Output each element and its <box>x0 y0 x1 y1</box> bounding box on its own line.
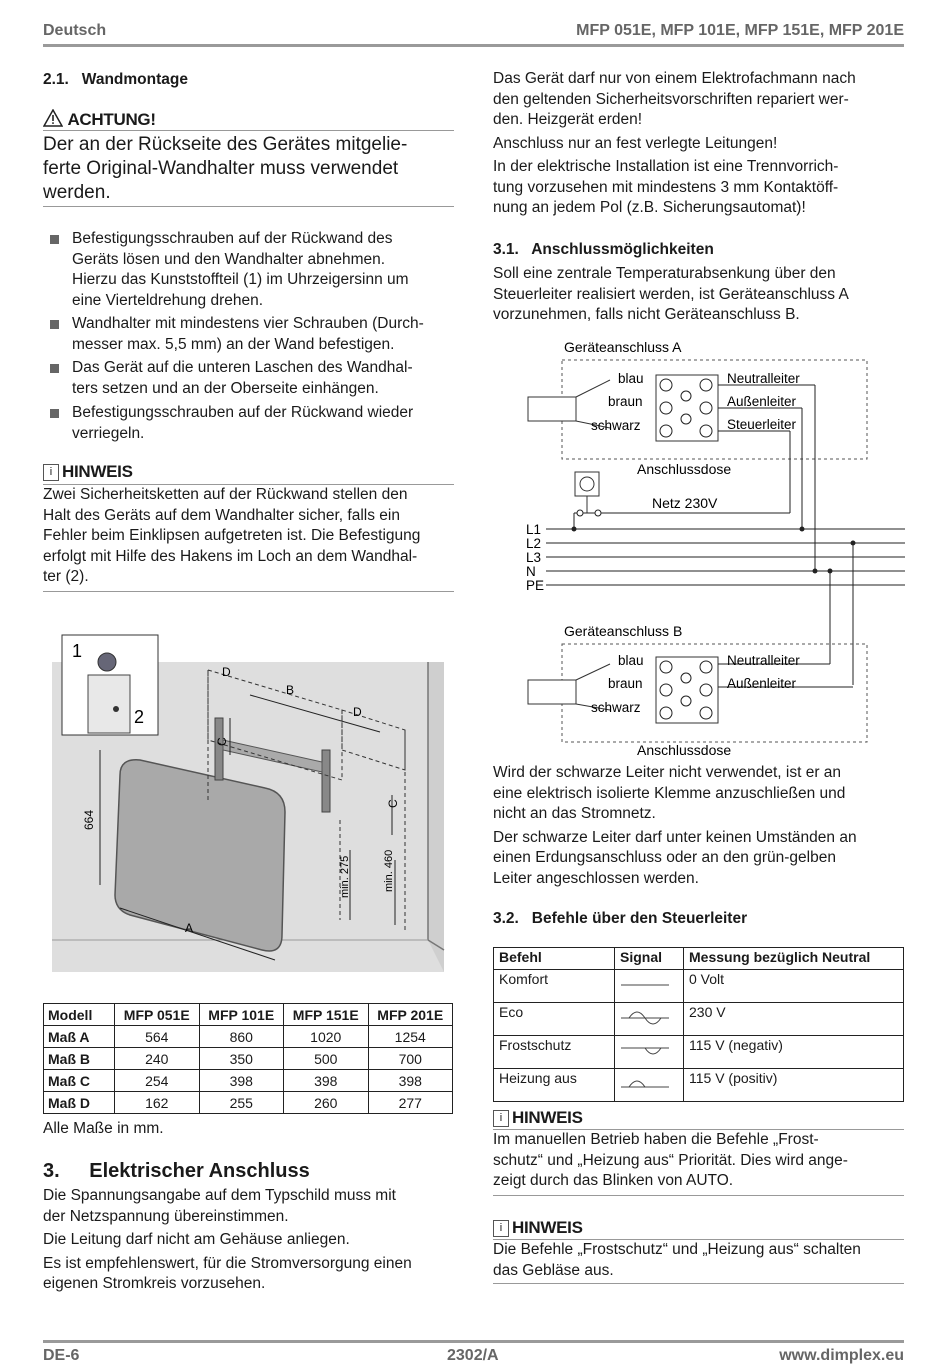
dim-label: min. 460 <box>383 849 395 892</box>
section-3-1-text <box>493 264 913 326</box>
signal-sine-icon <box>617 1005 673 1029</box>
header-language: Deutsch <box>43 22 107 39</box>
table-row <box>494 1003 904 1036</box>
paragraph-line: nicht an das Stromnetz. <box>493 805 656 822</box>
section-3-heading <box>43 1160 310 1183</box>
paragraph-line: Anschluss nur an fest verlegte Leitungen! <box>493 134 778 152</box>
table-cell: 277 <box>368 1092 453 1114</box>
table-row <box>44 1026 453 1048</box>
warning-label: ACHTUNG! <box>67 110 156 129</box>
bullet-line: Befestigungsschrauben auf der Rückwand wieder <box>72 404 414 421</box>
conductor-label: Neutralleiter <box>727 653 800 668</box>
conductor-label: Neutralleiter <box>727 371 800 386</box>
footer-revision: 2302/A <box>447 1347 499 1364</box>
net-label: Netz 230V <box>652 495 718 511</box>
wiring-diagram <box>520 335 905 765</box>
hinweis-text <box>493 1130 913 1192</box>
paragraph-line: Es ist empfehlenswert, für die Stromversorgung einen <box>43 1254 412 1272</box>
bullet-line: eine Vierteldrehung drehen. <box>72 291 264 309</box>
hinweis-line: schutz“ und „Heizung aus“ Priorität. Dies wird ange- <box>493 1151 848 1169</box>
hinweis-line: ter (2). <box>43 568 89 585</box>
info-icon: i <box>493 1220 509 1237</box>
hinweis-label: HINWEIS <box>512 1108 583 1127</box>
measurement-cell: 115 V (positiv) <box>684 1069 904 1102</box>
callout-1: 1 <box>72 641 83 661</box>
row-label: Maß B <box>44 1048 115 1070</box>
header-cell: MFP 151E <box>284 1004 369 1026</box>
header-cell: Signal <box>615 948 684 970</box>
row-label: Maß C <box>44 1070 115 1092</box>
warning-line: Der an der Rückseite des Gerätes mitgelie- <box>43 134 408 155</box>
warning-top-rule <box>43 130 454 131</box>
wiring-notes <box>493 763 913 889</box>
section-number: 3. <box>43 1160 60 1182</box>
warning-line: werden. <box>43 182 111 203</box>
hinweis-line: erfolgt mit Hilfe des Hakens im Loch an dem Wandhal- <box>43 547 418 565</box>
signal-cell <box>615 970 684 1003</box>
dim-label: D <box>222 665 231 679</box>
hinweis-line: Im manuellen Betrieb haben die Befehle „Frost- <box>493 1131 819 1148</box>
command-table-header <box>494 948 904 970</box>
hinweis-label: HINWEIS <box>512 1218 583 1237</box>
terminal-block-a <box>656 375 718 441</box>
command-cell: Frostschutz <box>494 1036 615 1069</box>
line-label: L2 <box>526 536 542 551</box>
warning-heading <box>43 109 156 130</box>
table-cell: 398 <box>368 1070 453 1092</box>
conductor-label: Außenleiter <box>727 394 797 409</box>
header-cell: Befehl <box>494 948 615 970</box>
signal-negative-halfwave-icon <box>617 1038 673 1062</box>
header-cell: MFP 051E <box>115 1004 200 1026</box>
table-cell: 398 <box>284 1070 369 1092</box>
dimension-note: Alle Maße in mm. <box>43 1120 164 1137</box>
wire-label: schwarz <box>591 418 641 433</box>
bullet-line: Befestigungsschrauben auf der Rückwand des <box>72 230 393 247</box>
paragraph-line: eine elektrisch isolierte Klemme anzuschließen und <box>493 784 846 802</box>
header-models: MFP 051E, MFP 101E, MFP 151E, MFP 201E <box>576 22 904 39</box>
measurement-cell: 0 Volt <box>684 970 904 1003</box>
paragraph-line: Die Spannungsangabe auf dem Typschild muss mit <box>43 1187 396 1204</box>
table-cell: 398 <box>199 1070 284 1092</box>
conductor-label: Steuerleiter <box>727 417 797 432</box>
signal-flat-icon <box>617 972 673 996</box>
hinweis-line: Halt des Geräts auf dem Wandhalter sicher, falls ein <box>43 506 400 524</box>
bullet-line: Wandhalter mit mindestens vier Schrauben (Durch- <box>72 315 424 332</box>
table-cell: 564 <box>115 1026 200 1048</box>
hinweis-text <box>43 485 463 588</box>
table-row <box>44 1092 453 1114</box>
paragraph-line: Steuerleiter realisiert werden, ist Geräteanschluss A <box>493 285 849 303</box>
dim-label: D <box>353 705 362 719</box>
hinweis-heading <box>493 1108 583 1128</box>
table-cell: 254 <box>115 1070 200 1092</box>
paragraph-line: den. Heizgerät erden! <box>493 111 643 128</box>
hinweis-label: HINWEIS <box>62 462 133 481</box>
bullet-item <box>72 403 413 444</box>
table-cell: 255 <box>199 1092 284 1114</box>
hinweis-line: zeigt durch das Blinken von AUTO. <box>493 1172 734 1189</box>
dim-label: A <box>185 921 194 935</box>
table-cell: 860 <box>199 1026 284 1048</box>
signal-positive-halfwave-icon <box>617 1071 673 1095</box>
warning-text <box>43 133 463 205</box>
paragraph-line: Das Gerät darf nur von einem Elektrofachmann nach <box>493 70 856 87</box>
measurement-cell: 115 V (negativ) <box>684 1036 904 1069</box>
bullet-marker <box>50 409 59 418</box>
footer-rule <box>43 1340 904 1343</box>
warning-bottom-rule <box>43 206 454 207</box>
paragraph-line: Wird der schwarze Leiter nicht verwendet, ist er an <box>493 764 842 781</box>
footer-website[interactable]: www.dimplex.eu <box>779 1347 904 1364</box>
section-3-1-heading: 3.1. Anschlussmöglichkeiten <box>493 241 714 258</box>
paragraph-line: der Netzspannung übereinstimmen. <box>43 1207 289 1225</box>
hinweis-heading <box>493 1218 583 1238</box>
section-3-text <box>43 1186 463 1295</box>
plastic-knob <box>98 653 116 671</box>
paragraph-line: Soll eine zentrale Temperaturabsenkung über den <box>493 265 836 282</box>
paragraph-line: einen Erdungsanschluss oder an den grün-gelben <box>493 849 836 866</box>
command-cell: Komfort <box>494 970 615 1003</box>
paragraph-line: In der elektrische Installation ist eine Trennvorrich- <box>493 158 839 175</box>
bullet-line: Hierzu das Kunststoffteil (1) im Uhrzeigersinn um <box>72 271 409 288</box>
table-row <box>494 970 904 1003</box>
hinweis-line: Die Befehle „Frostschutz“ und „Heizung aus“ schalten <box>493 1241 861 1258</box>
table-cell: 240 <box>115 1048 200 1070</box>
wall-mount-figure <box>50 630 450 975</box>
conductor-label: Außenleiter <box>727 676 797 691</box>
table-cell: 700 <box>368 1048 453 1070</box>
line-label: L1 <box>526 522 542 537</box>
table-row <box>44 1070 453 1092</box>
header-cell: Messung bezüglich Neutral <box>684 948 904 970</box>
info-icon: i <box>43 464 59 481</box>
dim-label: 664 <box>82 809 96 830</box>
measurement-cell: 230 V <box>684 1003 904 1036</box>
header-cell: Modell <box>44 1004 115 1026</box>
bullet-line: messer max. 5,5 mm) an der Wand befestigen. <box>72 335 395 353</box>
bullet-line: Geräts lösen und den Wandhalter abnehmen. <box>72 250 386 268</box>
signal-cell <box>615 1036 684 1069</box>
command-cell: Eco <box>494 1003 615 1036</box>
table-cell: 260 <box>284 1092 369 1114</box>
table-row <box>44 1048 453 1070</box>
table-row <box>494 1036 904 1069</box>
callout-2: 2 <box>134 707 145 727</box>
command-cell: Heizung aus <box>494 1069 615 1102</box>
hinweis-line: das Gebläse aus. <box>493 1261 614 1279</box>
signal-cell <box>615 1069 684 1102</box>
table-cell: 1020 <box>284 1026 369 1048</box>
right-intro <box>493 69 913 219</box>
info-icon: i <box>493 1110 509 1127</box>
paragraph-line: eigenen Stromkreis vorzusehen. <box>43 1275 266 1292</box>
title-connection-b: Geräteanschluss B <box>564 623 683 639</box>
bullet-item <box>72 229 409 311</box>
wire-label: blau <box>618 653 644 668</box>
header-cell: MFP 101E <box>199 1004 284 1026</box>
row-label: Maß A <box>44 1026 115 1048</box>
section-3-2-heading: 3.2. Befehle über den Steuerleiter <box>493 910 748 927</box>
hinweis-bottom-rule <box>493 1195 904 1196</box>
line-label: N <box>526 564 536 579</box>
box-label: Anschlussdose <box>637 742 732 758</box>
table-cell: 500 <box>284 1048 369 1070</box>
bullet-marker <box>50 320 59 329</box>
bullet-line: verriegeln. <box>72 424 145 442</box>
warning-line: ferte Original-Wandhalter muss verwendet <box>43 158 399 179</box>
bullet-line: ters setzen und an der Oberseite einhängen. <box>72 379 379 397</box>
row-label: Maß D <box>44 1092 115 1114</box>
paragraph-line: vorzunehmen, falls nicht Geräteanschluss B. <box>493 306 800 323</box>
hinweis-bottom-rule <box>493 1283 904 1284</box>
terminal-block-b <box>656 657 718 723</box>
hinweis-line: Fehler beim Einklipsen aufgetreten ist. Die Befestigung <box>43 527 421 544</box>
table-cell: 162 <box>115 1092 200 1114</box>
wire-label: braun <box>608 676 643 691</box>
line-label: PE <box>526 578 545 593</box>
wire-label: schwarz <box>591 700 641 715</box>
dimension-table-header <box>44 1004 453 1026</box>
paragraph-line: tung vorzusehen mit mindestens 3 mm Kontaktöff- <box>493 178 839 196</box>
dim-label: C <box>386 799 400 808</box>
hinweis-bottom-rule <box>43 591 454 592</box>
paragraph-line: Leiter angeschlossen werden. <box>493 869 699 887</box>
hinweis-line: Zwei Sicherheitsketten auf der Rückwand stellen den <box>43 486 408 503</box>
bullet-item <box>72 358 413 399</box>
wire-label: blau <box>618 371 644 386</box>
header-cell: MFP 201E <box>368 1004 453 1026</box>
dim-label: B <box>286 683 295 697</box>
signal-cell <box>615 1003 684 1036</box>
command-table <box>493 947 904 1102</box>
box-label: Anschlussdose <box>637 461 732 477</box>
bullet-item <box>72 314 424 355</box>
line-label: L3 <box>526 550 542 565</box>
title-connection-a: Geräteanschluss A <box>564 339 682 355</box>
table-cell: 350 <box>199 1048 284 1070</box>
section-title: Elektrischer Anschluss <box>89 1160 310 1182</box>
footer-page-number: DE-6 <box>43 1347 80 1364</box>
warning-triangle-icon <box>43 109 63 127</box>
bullet-marker <box>50 235 59 244</box>
dim-label: min. 275 <box>339 855 351 898</box>
bullet-marker <box>50 364 59 373</box>
table-cell: 1254 <box>368 1026 453 1048</box>
paragraph-line: Der schwarze Leiter darf unter keinen Umständen an <box>493 828 857 846</box>
header-rule <box>43 44 904 47</box>
hinweis-heading <box>43 462 133 482</box>
dim-label: C <box>215 737 229 746</box>
wire-label: braun <box>608 394 643 409</box>
section-2-1-heading: 2.1. Wandmontage <box>43 71 188 88</box>
paragraph-line: nung an jedem Pol (z.B. Sicherungsautomat)! <box>493 199 806 216</box>
table-row <box>494 1069 904 1102</box>
paragraph-line: Die Leitung darf nicht am Gehäuse anliegen. <box>43 1231 350 1248</box>
dimension-table <box>43 1003 453 1114</box>
hinweis-text <box>493 1240 913 1281</box>
bullet-line: Das Gerät auf die unteren Laschen des Wandhal- <box>72 359 413 376</box>
clock-thermostat-icon <box>575 472 599 496</box>
paragraph-line: den geltenden Sicherheitsvorschriften repariert wer- <box>493 90 849 108</box>
